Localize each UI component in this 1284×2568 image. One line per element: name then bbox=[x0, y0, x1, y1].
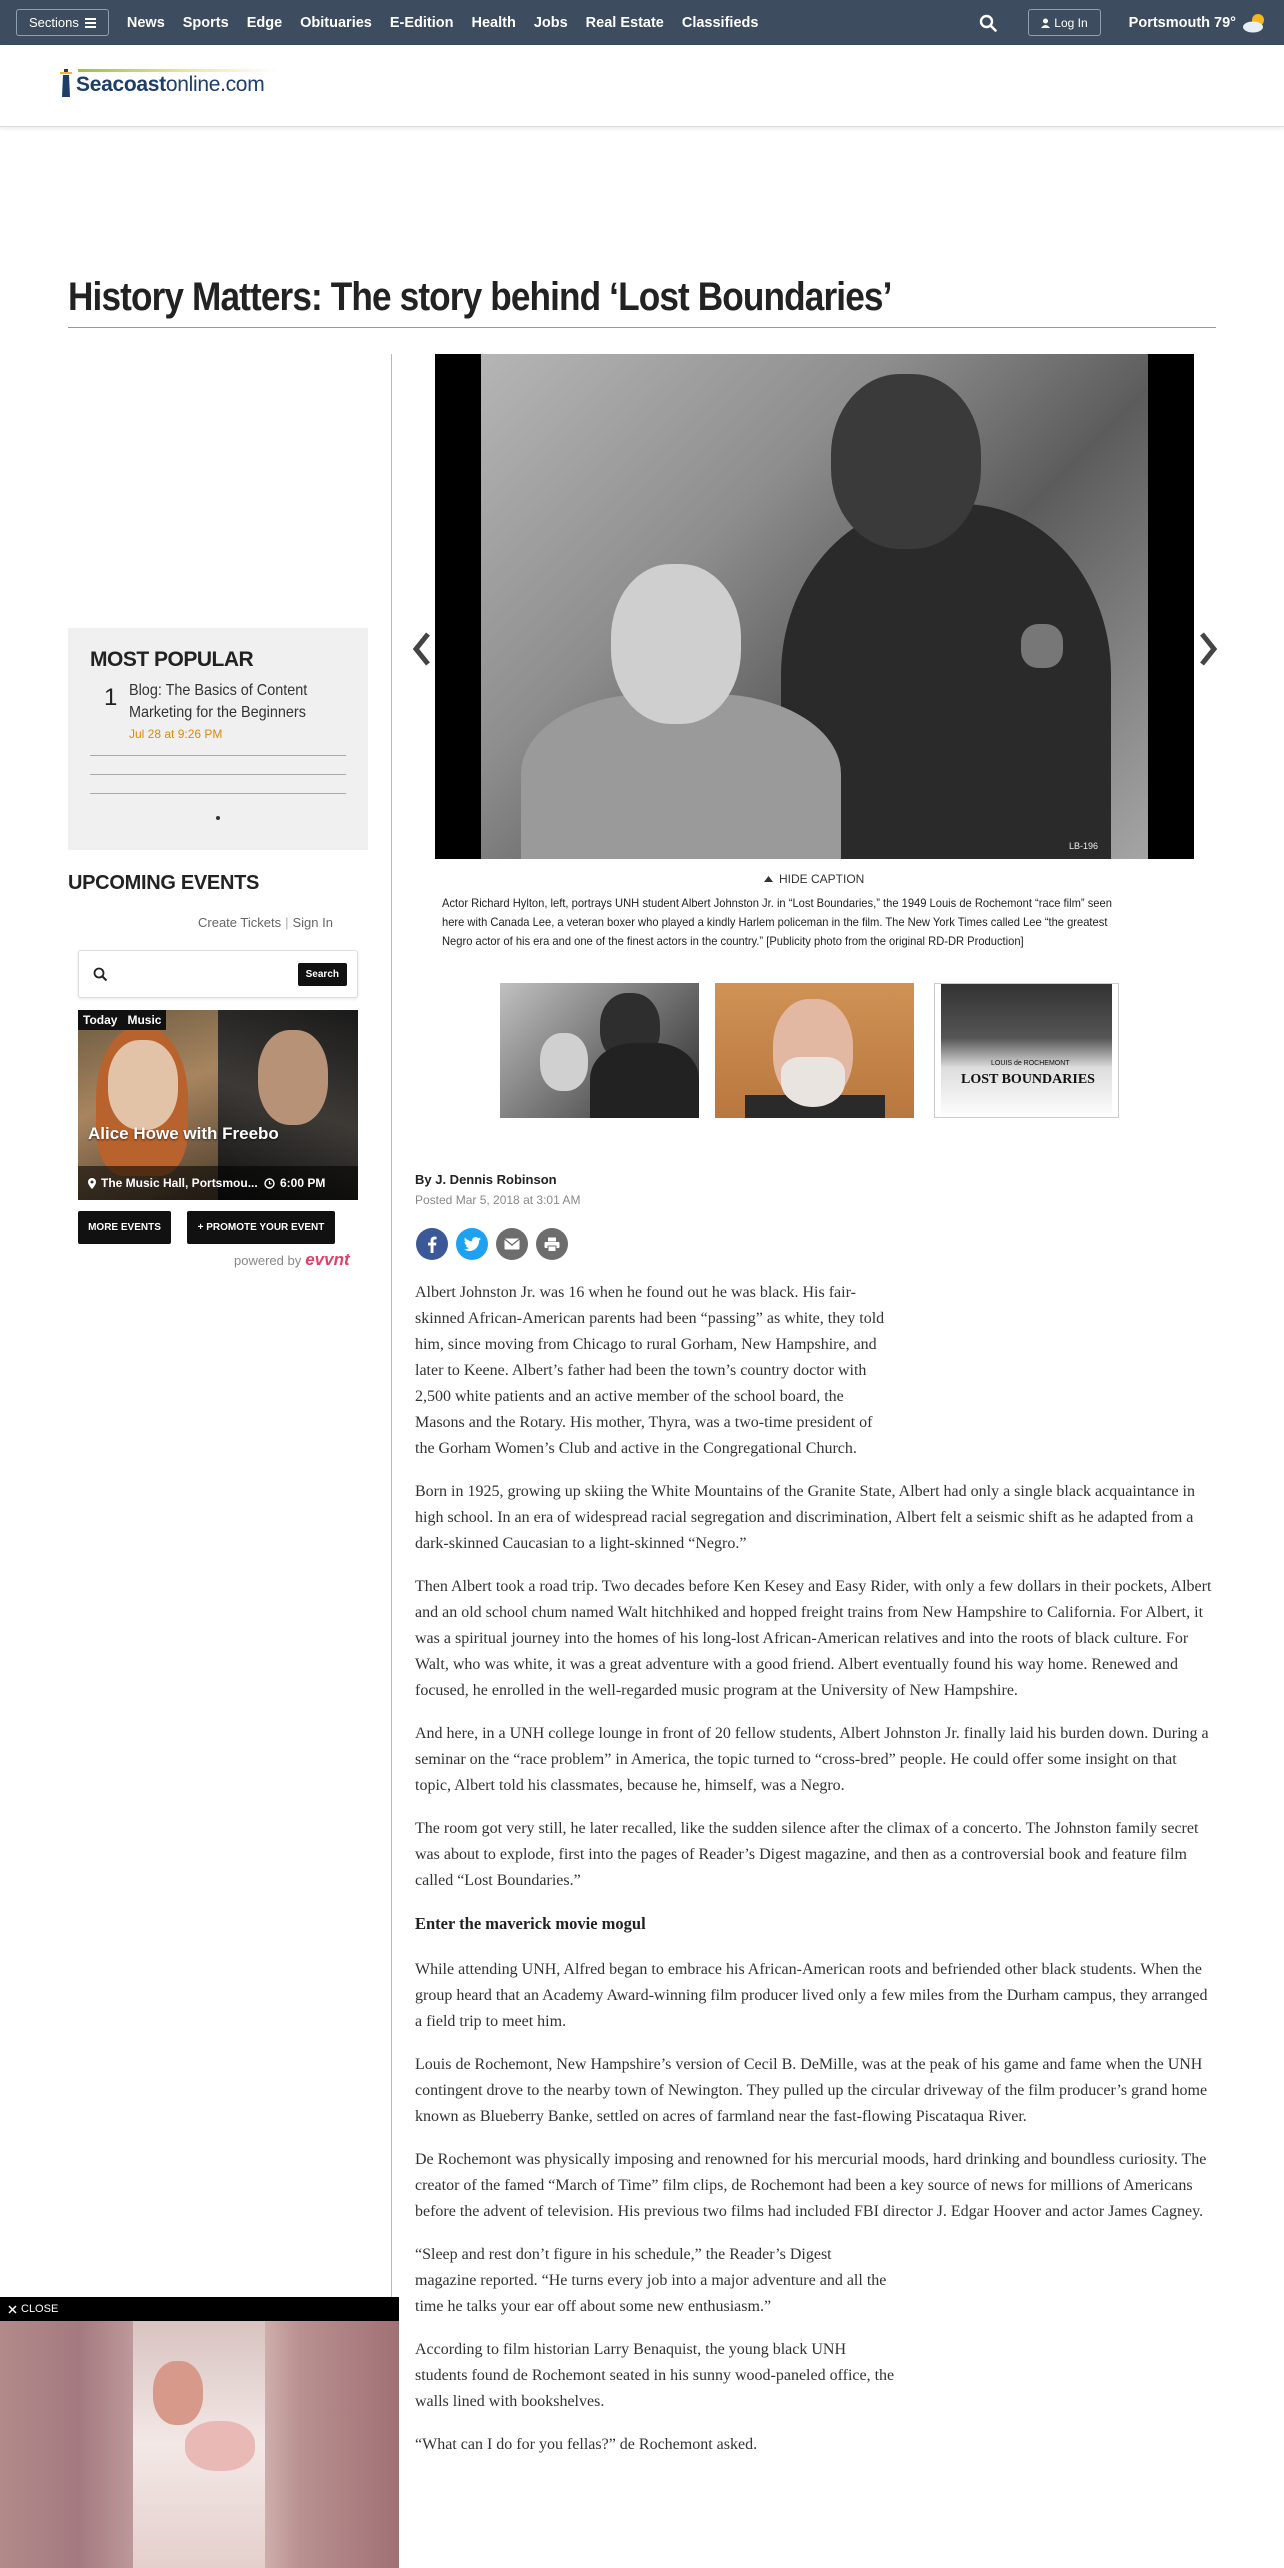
most-popular-title: MOST POPULAR bbox=[90, 648, 254, 671]
gallery-thumbnail-3[interactable] bbox=[934, 983, 1119, 1118]
nav-link-sports[interactable]: Sports bbox=[182, 14, 229, 31]
caret-up-icon bbox=[764, 876, 773, 882]
share-facebook-button[interactable] bbox=[416, 1228, 448, 1260]
photo-face-shape bbox=[108, 1040, 178, 1130]
nav-link-jobs[interactable]: Jobs bbox=[533, 14, 568, 31]
nav-link-health[interactable]: Health bbox=[471, 14, 516, 31]
poster-title: LOST BOUNDARIES bbox=[961, 1072, 1095, 1087]
logo-text-bold: Seacoast bbox=[76, 73, 166, 96]
email-icon bbox=[504, 1238, 520, 1250]
share-twitter-button[interactable] bbox=[456, 1228, 488, 1260]
link-separator: | bbox=[285, 915, 289, 930]
nav-link-e-edition[interactable]: E-Edition bbox=[389, 14, 454, 31]
article-paragraph: Louis de Rochemont, New Hampshire’s version of Cecil B. DeMille, was at the peak of his game and fame when the UNH contingent drove to the nearby town of Newington. They pulled up the circular driveway of the film producer’s grand home known as Blueberry Banke, settled on acres of farmland near the fast-flowing Piscataqua River. bbox=[415, 2056, 1208, 2125]
headline-divider bbox=[68, 327, 1216, 328]
gallery-thumbnail-2[interactable] bbox=[715, 983, 914, 1118]
nav-link-edge[interactable]: Edge bbox=[246, 14, 283, 31]
hamburger-icon bbox=[85, 18, 96, 28]
upcoming-events-title: UPCOMING EVENTS bbox=[68, 872, 260, 894]
hide-caption-toggle[interactable] bbox=[764, 872, 864, 886]
lighthouse-icon bbox=[60, 67, 72, 97]
evvnt-logo[interactable]: evvnt bbox=[305, 1250, 350, 1269]
article-body bbox=[415, 1280, 1215, 2475]
photo-face-shape bbox=[258, 1030, 328, 1125]
more-events-button[interactable]: MORE EVENTS bbox=[78, 1211, 171, 1244]
popular-rank: 1 bbox=[104, 684, 118, 711]
nav-link-real-estate[interactable]: Real Estate bbox=[585, 14, 664, 31]
logo-bar bbox=[0, 45, 1284, 127]
weather-text: Portsmouth 79° bbox=[1128, 14, 1236, 31]
article-paragraph: De Rochemont was physically imposing and renowned for his mercurial moods, hard drinking and boundless curiosity. The creator of the famed “March of Time” film clips, de Rochemont had been a key source of news for millions of Americans before the advent of television. His previous two films had included FBI director J. Edgar Hoover and actor James Cagney. bbox=[415, 2151, 1207, 2220]
events-links bbox=[198, 915, 333, 930]
nav-link-news[interactable]: News bbox=[126, 14, 165, 31]
photo-badge-shape bbox=[1021, 624, 1063, 668]
article-subhead: Enter the maverick movie mogul bbox=[415, 1914, 646, 1933]
photo-baby-shape bbox=[185, 2421, 255, 2471]
carousel-dot[interactable] bbox=[216, 816, 220, 820]
powered-by bbox=[234, 1250, 350, 1270]
video-close-button[interactable] bbox=[0, 2297, 58, 2321]
nav-right-group bbox=[968, 0, 1284, 45]
sign-in-link[interactable]: Sign In bbox=[292, 915, 333, 930]
twitter-icon bbox=[464, 1237, 481, 1251]
sections-menu-button[interactable] bbox=[16, 9, 109, 36]
nav-link-classifieds[interactable]: Classifieds bbox=[681, 14, 759, 31]
powered-by-text: powered by bbox=[234, 1253, 302, 1268]
popular-divider bbox=[90, 755, 346, 756]
login-label: Log In bbox=[1054, 15, 1088, 30]
video-close-label: CLOSE bbox=[21, 2303, 59, 2315]
nav-link-obituaries[interactable]: Obituaries bbox=[300, 14, 372, 31]
nav-links bbox=[127, 15, 777, 31]
most-popular-widget bbox=[68, 628, 368, 850]
photo-head-right bbox=[831, 374, 981, 549]
weather-widget[interactable] bbox=[1129, 13, 1268, 33]
event-time bbox=[264, 1176, 325, 1190]
user-icon bbox=[1041, 18, 1050, 28]
logo-underline-decoration bbox=[78, 68, 278, 74]
share-email-button[interactable] bbox=[496, 1228, 528, 1260]
article-headline: History Matters: The story behind ‘Lost Boundaries’ bbox=[68, 275, 892, 319]
event-card[interactable] bbox=[78, 1010, 358, 1200]
event-venue-text: The Music Hall, Portsmou... bbox=[101, 1176, 258, 1190]
event-venue bbox=[88, 1176, 264, 1190]
article-paragraph: Then Albert took a road trip. Two decades before Ken Kesey and Easy Rider, with only a few dollars in their pockets, Albert and an old school chum named Walt hitchhiked and hopped freight trains from New Hampshire to California. For Albert, it was a spiritual journey into the homes of his long-lost African-American relatives and into the roots of black culture. For Walt, who was white, it was a great adventure with a good friend. Albert eventually found his way home. Renewed and focused, he enrolled in the well-regarded music program at the University of New Hampshire. bbox=[415, 1578, 1212, 1699]
search-icon bbox=[979, 14, 997, 32]
close-icon bbox=[8, 2305, 17, 2314]
thumb-figure bbox=[590, 1043, 699, 1118]
gallery-thumbnail-1[interactable] bbox=[500, 983, 699, 1118]
sections-label: Sections bbox=[29, 15, 79, 30]
map-pin-icon bbox=[88, 1178, 96, 1189]
article-paragraph: The room got very still, he later recalled, like the sudden silence after the climax of a concerto. The Johnston family secret was about to explode, first into the pages of Reader’s Digest magazine, and then as a controversial book and feature film called “Lost Boundaries.” bbox=[415, 1820, 1199, 1889]
popular-divider bbox=[90, 774, 346, 775]
search-icon bbox=[93, 967, 108, 982]
events-search-button[interactable]: Search bbox=[298, 963, 347, 986]
create-tickets-link[interactable]: Create Tickets bbox=[198, 915, 282, 930]
article-paragraph: And here, in a UNH college lounge in front of 20 fellow students, Albert Johnston Jr. finally laid his burden down. During a seminar on the “race problem” in America, the topic turned to “cross-bred” people. He could offer some insight on that topic, Albert told his classmates, because he, himself, was a Negro. bbox=[415, 1725, 1209, 1794]
popular-item-time: Jul 28 at 9:26 PM bbox=[129, 727, 223, 741]
event-time-text: 6:00 PM bbox=[280, 1176, 326, 1190]
events-search-box[interactable] bbox=[78, 950, 358, 998]
popular-item-link[interactable]: Blog: The Basics of Content Marketing for the Beginners bbox=[129, 682, 308, 721]
event-tag-today: Today bbox=[78, 1010, 122, 1030]
video-frame[interactable] bbox=[0, 2321, 399, 2568]
article-paragraph: “What can I do for you fellas?” de Rochemont asked. bbox=[415, 2436, 758, 2453]
event-tags bbox=[78, 1010, 166, 1030]
article-paragraph: Born in 1925, growing up skiing the White Mountains of the Granite State, Albert had only a single black acquaintance in high school. In an era of widespread racial segregation and discrimination, Albert felt a seismic shift as he adapted from a dark-skinned Caucasian to a light-skinned “Negro.” bbox=[415, 1483, 1195, 1552]
photo-caption: Actor Richard Hylton, left, portrays UNH student Albert Johnston Jr. in “Lost Boundaries,” the 1949 Louis de Rochemont “race film” seen here with Canada Lee, a veteran boxer who played a kindly Harlem policeman in the film. The New York Times called Lee “the greatest Negro actor of his era and one of the finest actors in the country.” [Publicity photo from the original RD-DR Production] bbox=[442, 896, 1112, 948]
logo-text-rest: online.com bbox=[165, 73, 265, 96]
thumb-figure bbox=[540, 1033, 588, 1091]
clock-icon bbox=[264, 1178, 275, 1189]
article-paragraph: According to film historian Larry Benaquist, the young black UNH students found de Rochemont seated in his sunny wood-paneled office, the walls lined with bookshelves. bbox=[415, 2341, 895, 2410]
article-paragraph: “Sleep and rest don’t figure in his schedule,” the Reader’s Digest magazine reported. “He turns every job into a major adventure and all the time he talks your ear off about some new enthusiasm.” bbox=[415, 2246, 887, 2315]
event-details-bar bbox=[78, 1166, 358, 1200]
article-paragraph: While attending UNH, Alfred began to embrace his African-American roots and befriended other black students. When the group heard that an Academy Award-winning film producer lived only a few miles from the Durham campus, they arranged a field trip to meet him. bbox=[415, 1961, 1208, 2030]
gallery-prev-arrow[interactable] bbox=[410, 629, 434, 669]
event-tag-music: Music bbox=[122, 1010, 166, 1030]
thumb-beard-shape bbox=[781, 1057, 845, 1107]
article-paragraph: Albert Johnston Jr. was 16 when he found out he was black. His fair-skinned African-American parents had been “passing” as white, they told him, since moving from Chicago to rural Gorham, New Hampshire, and later to Keene. Albert’s father had been the town’s country doctor with 2,500 white patients and an active member of the school board, the Masons and the Rotary. His mother, Thyra, was a two-time president of the Gorham Women’s Club and active in the Congregational Church. bbox=[415, 1284, 885, 1457]
facebook-icon bbox=[427, 1236, 437, 1253]
promote-event-button[interactable]: + PROMOTE YOUR EVENT bbox=[187, 1211, 335, 1244]
photo-mark: LB-196 bbox=[1068, 841, 1098, 851]
column-divider bbox=[391, 354, 392, 2568]
article-byline[interactable]: By J. Dennis Robinson bbox=[415, 1172, 557, 1187]
article-posted-date: Posted Mar 5, 2018 at 3:01 AM bbox=[415, 1193, 581, 1207]
print-button[interactable] bbox=[536, 1228, 568, 1260]
poster-subtitle: LOUIS de ROCHEMONT bbox=[991, 1060, 1070, 1067]
video-image bbox=[133, 2321, 265, 2568]
gallery-main-photo[interactable] bbox=[481, 354, 1148, 859]
movie-poster bbox=[941, 984, 1112, 1118]
print-icon bbox=[544, 1237, 560, 1252]
popular-divider bbox=[90, 793, 346, 794]
photo-head-left bbox=[611, 564, 741, 724]
photo-face-shape bbox=[153, 2361, 203, 2425]
top-navigation-bar bbox=[0, 0, 1284, 45]
photo-gallery bbox=[435, 354, 1194, 859]
floating-video-player[interactable] bbox=[0, 2297, 399, 2568]
login-button[interactable] bbox=[1028, 9, 1100, 36]
search-button[interactable] bbox=[968, 0, 1008, 45]
hide-caption-label: HIDE CAPTION bbox=[779, 872, 865, 886]
partly-cloudy-icon bbox=[1242, 13, 1268, 33]
logo-text bbox=[76, 73, 264, 97]
event-title: Alice Howe with Freebo bbox=[88, 1124, 279, 1143]
gallery-next-arrow[interactable] bbox=[1196, 629, 1220, 669]
